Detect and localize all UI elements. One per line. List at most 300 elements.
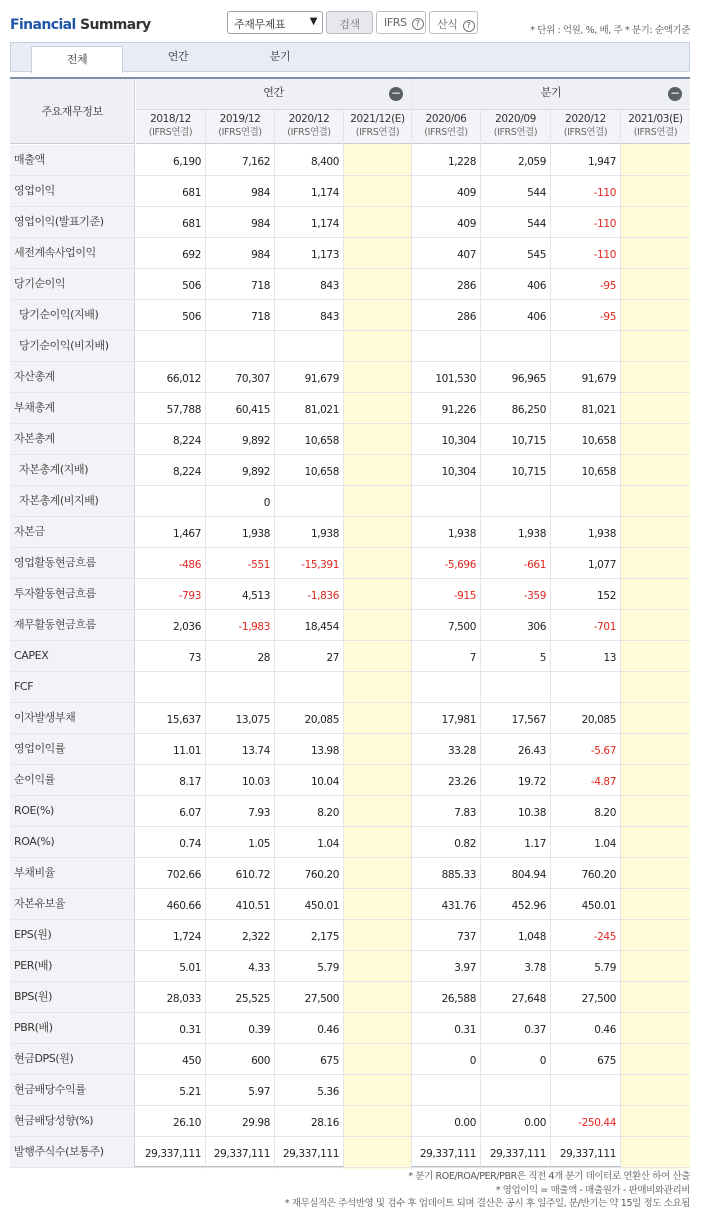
table-cell: 81,021 xyxy=(581,404,616,416)
table-row xyxy=(10,889,690,920)
table-cell: 1,048 xyxy=(517,931,546,943)
table-cell xyxy=(621,765,690,795)
table-cell xyxy=(621,393,690,423)
table-cell: 73 xyxy=(188,652,201,664)
table-cell: 8,224 xyxy=(172,466,201,478)
table-cell: 20,085 xyxy=(304,714,339,726)
table-cell: 0.31 xyxy=(454,1024,476,1036)
row-label: 자본총계(비지배) xyxy=(10,486,135,516)
table-cell: 86,250 xyxy=(511,404,546,416)
column-divider xyxy=(343,110,344,1169)
row-label: PBR(배) xyxy=(10,1013,135,1043)
table-cell xyxy=(344,424,411,454)
row-label: 당기순이익(비지배) xyxy=(10,331,135,361)
tab-annual[interactable]: 연간 xyxy=(167,50,189,63)
table-cell: 70,307 xyxy=(235,373,270,385)
table-row xyxy=(10,1075,690,1106)
table-cell xyxy=(344,393,411,423)
table-cell: -250.44 xyxy=(578,1117,616,1129)
table-cell: -15,391 xyxy=(301,559,339,571)
table-cell: 19.72 xyxy=(517,776,546,788)
table-cell xyxy=(344,1044,411,1074)
table-cell: 27,500 xyxy=(304,993,339,1005)
table-cell: 5.36 xyxy=(317,1086,339,1098)
table-cell: 91,679 xyxy=(581,373,616,385)
table-cell xyxy=(551,672,620,702)
table-cell xyxy=(344,331,411,361)
table-cell: 26,588 xyxy=(441,993,476,1005)
ifrs-label: IFRS xyxy=(384,16,407,29)
table-cell: 10.04 xyxy=(310,776,339,788)
table-cell: 10.03 xyxy=(241,776,270,788)
table-cell xyxy=(551,486,620,516)
table-cell: 0.46 xyxy=(594,1024,616,1036)
table-cell: -359 xyxy=(523,590,546,602)
row-label: 자산총계 xyxy=(10,362,135,392)
table-cell xyxy=(344,362,411,392)
table-row xyxy=(10,672,690,703)
table-cell xyxy=(621,734,690,764)
table-cell: 17,981 xyxy=(441,714,476,726)
table-cell xyxy=(344,486,411,516)
statement-select-value: 주재무제표 xyxy=(234,18,286,31)
table-cell: 29,337,111 xyxy=(282,1148,339,1160)
table-cell: 28 xyxy=(257,652,270,664)
page-title xyxy=(10,17,150,33)
table-cell xyxy=(344,548,411,578)
table-cell xyxy=(621,424,690,454)
column-header xyxy=(344,110,411,144)
table-cell: 10,304 xyxy=(441,466,476,478)
row-label: 자본금 xyxy=(10,517,135,547)
column-period: 2020/06 xyxy=(425,113,467,125)
column-basis: (IFRS연결) xyxy=(424,127,468,138)
table-cell xyxy=(621,579,690,609)
table-cell: 610.72 xyxy=(235,869,270,881)
table-cell: 1,228 xyxy=(447,156,476,168)
search-button[interactable]: 검색 xyxy=(326,11,373,34)
table-cell: 2,175 xyxy=(310,931,339,943)
table-cell xyxy=(344,889,411,919)
table-cell: 0.31 xyxy=(179,1024,201,1036)
table-cell: 13 xyxy=(603,652,616,664)
table-cell xyxy=(621,300,690,330)
table-cell: 410.51 xyxy=(235,900,270,912)
ifrs-help-button[interactable] xyxy=(376,11,426,34)
table-cell: 152 xyxy=(597,590,616,602)
table-cell: 0 xyxy=(539,1055,546,1067)
table-cell xyxy=(621,858,690,888)
row-label: PER(배) xyxy=(10,951,135,981)
help-icon: ? xyxy=(412,18,424,30)
table-cell: 675 xyxy=(597,1055,616,1067)
column-period: 2018/12 xyxy=(150,113,191,125)
tab-all[interactable]: 전체 xyxy=(31,46,123,73)
table-cell: -1,983 xyxy=(238,621,270,633)
table-row xyxy=(10,362,690,393)
table-cell: 0.46 xyxy=(317,1024,339,1036)
footer-notes xyxy=(285,1170,690,1211)
table-row xyxy=(10,269,690,300)
row-label: 이자발생부채 xyxy=(10,703,135,733)
table-cell: -701 xyxy=(593,621,616,633)
table-cell: 15,637 xyxy=(166,714,201,726)
column-period: 2021/12(E) xyxy=(350,113,405,125)
table-cell: 7 xyxy=(469,652,476,664)
table-cell: 407 xyxy=(457,249,476,261)
row-label: 투자활동현금흐름 xyxy=(10,579,135,609)
table-cell xyxy=(344,858,411,888)
table-cell: 4,513 xyxy=(241,590,270,602)
table-cell: -110 xyxy=(593,249,616,261)
table-cell: 0 xyxy=(469,1055,476,1067)
table-cell: 885.33 xyxy=(441,869,476,881)
table-cell xyxy=(275,672,343,702)
row-label: EPS(원) xyxy=(10,920,135,950)
table-cell xyxy=(344,1075,411,1105)
statement-type-select[interactable] xyxy=(227,11,323,34)
row-label: ROE(%) xyxy=(10,796,135,826)
row-label: CAPEX xyxy=(10,641,135,671)
collapse-annual-icon[interactable]: − xyxy=(390,86,402,100)
table-cell: 10,658 xyxy=(304,466,339,478)
table-cell: 25,525 xyxy=(235,993,270,1005)
table-cell: -5.67 xyxy=(590,745,616,757)
column-basis: (IFRS연결) xyxy=(218,127,262,138)
column-header xyxy=(412,110,480,144)
table-cell: 4.33 xyxy=(248,962,270,974)
table-cell: -486 xyxy=(178,559,201,571)
table-cell xyxy=(621,269,690,299)
table-cell xyxy=(621,610,690,640)
row-label: 영업이익(발표기준) xyxy=(10,207,135,237)
table-cell: 91,679 xyxy=(304,373,339,385)
table-cell: 1,938 xyxy=(241,528,270,540)
table-cell xyxy=(621,889,690,919)
table-cell: 8,224 xyxy=(172,435,201,447)
table-cell: 450.01 xyxy=(304,900,339,912)
table-cell: 13.98 xyxy=(310,745,339,757)
table-cell: 13,075 xyxy=(235,714,270,726)
table-cell xyxy=(344,610,411,640)
row-label: 발행주식수(보통주) xyxy=(10,1137,135,1167)
column-divider xyxy=(620,110,621,1169)
table-cell: 675 xyxy=(320,1055,339,1067)
table-cell: -793 xyxy=(178,590,201,602)
row-label: BPS(원) xyxy=(10,982,135,1012)
table-cell: 1.04 xyxy=(317,838,339,850)
table-cell xyxy=(344,703,411,733)
top-bar xyxy=(0,0,701,42)
table-cell: 1,077 xyxy=(587,559,616,571)
table-row xyxy=(10,610,690,641)
column-period: 2020/12 xyxy=(565,113,606,125)
column-period: 2020/12 xyxy=(288,113,330,125)
table-cell: 1,724 xyxy=(172,931,201,943)
table-cell xyxy=(206,331,274,361)
table-cell: 27,500 xyxy=(581,993,616,1005)
table-cell xyxy=(344,951,411,981)
table-cell: 1,174 xyxy=(310,187,339,199)
table-cell xyxy=(621,1044,690,1074)
annual-group-header xyxy=(136,79,411,110)
table-cell: 3.97 xyxy=(454,962,476,974)
table-cell xyxy=(275,486,343,516)
table-cell: 7.83 xyxy=(454,807,476,819)
row-label: 영업이익률 xyxy=(10,734,135,764)
row-label: 현금배당수익률 xyxy=(10,1075,135,1105)
footnote: * 분기 ROE/ROA/PER/PBR은 직전 4개 분기 데이터로 연환산 하여 산출 xyxy=(408,1171,690,1182)
table-cell: 81,021 xyxy=(304,404,339,416)
table-cell: 409 xyxy=(457,218,476,230)
table-cell xyxy=(621,1075,690,1105)
table-cell: 506 xyxy=(182,311,201,323)
table-cell: 1,938 xyxy=(517,528,546,540)
column-period: 2021/03(E) xyxy=(628,113,683,125)
table-cell: 8.20 xyxy=(594,807,616,819)
table-cell xyxy=(621,827,690,857)
table-cell: -110 xyxy=(593,218,616,230)
table-cell xyxy=(621,1137,690,1167)
table-cell: 10,715 xyxy=(511,435,546,447)
table-cell: 843 xyxy=(320,311,339,323)
table-cell xyxy=(621,207,690,237)
table-cell xyxy=(621,331,690,361)
table-cell xyxy=(621,796,690,826)
table-cell: 0.82 xyxy=(454,838,476,850)
table-cell: 0.37 xyxy=(524,1024,546,1036)
table-cell xyxy=(481,672,550,702)
tab-quarterly[interactable]: 분기 xyxy=(269,50,291,63)
column-basis: (IFRS연결) xyxy=(355,127,400,138)
table-cell: 1,938 xyxy=(310,528,339,540)
column-basis: (IFRS연결) xyxy=(287,127,331,138)
table-cell: 3.78 xyxy=(524,962,546,974)
table-cell: 6.07 xyxy=(179,807,201,819)
table-row xyxy=(10,331,690,362)
table-cell xyxy=(344,207,411,237)
table-cell xyxy=(412,672,480,702)
table-cell: 1,947 xyxy=(587,156,616,168)
row-label: 당기순이익 xyxy=(10,269,135,299)
table-row xyxy=(10,1137,690,1168)
table-cell xyxy=(344,517,411,547)
table-cell: -5,696 xyxy=(444,559,476,571)
table-row xyxy=(10,982,690,1013)
table-cell xyxy=(621,238,690,268)
row-label: 현금배당성향(%) xyxy=(10,1106,135,1136)
table-cell xyxy=(275,331,343,361)
table-cell: 57,788 xyxy=(166,404,201,416)
row-label: 당기순이익(지배) xyxy=(10,300,135,330)
table-row xyxy=(10,951,690,982)
column-basis: (IFRS연결) xyxy=(493,127,538,138)
financial-summary-table xyxy=(10,77,690,1167)
table-cell: 1.05 xyxy=(248,838,270,850)
table-cell: 544 xyxy=(527,218,546,230)
table-cell: 450.01 xyxy=(581,900,616,912)
table-row xyxy=(10,238,690,269)
table-cell: 1,173 xyxy=(310,249,339,261)
table-cell: 10,658 xyxy=(304,435,339,447)
table-cell xyxy=(621,641,690,671)
row-label: FCF xyxy=(10,672,135,702)
table-row xyxy=(10,1106,690,1137)
table-cell: 681 xyxy=(182,187,201,199)
formula-help-button[interactable] xyxy=(429,11,478,34)
table-cell: 33.28 xyxy=(447,745,476,757)
table-cell: 1,938 xyxy=(447,528,476,540)
quarter-group-label: 분기 xyxy=(540,86,562,99)
table-cell: 29.98 xyxy=(241,1117,270,1129)
unit-note: * 단위 : 억원, %, 배, 주 * 분기: 순액기준 xyxy=(530,25,690,36)
column-divider xyxy=(205,110,206,1169)
table-cell xyxy=(481,331,550,361)
table-cell: 406 xyxy=(527,280,546,292)
row-label: 자본총계 xyxy=(10,424,135,454)
table-row xyxy=(10,796,690,827)
table-cell xyxy=(551,331,620,361)
table-cell: 506 xyxy=(182,280,201,292)
row-label: 자본유보율 xyxy=(10,889,135,919)
table-cell: 1.04 xyxy=(594,838,616,850)
table-cell: 2,322 xyxy=(241,931,270,943)
table-cell: 5.79 xyxy=(317,962,339,974)
table-cell: 60,415 xyxy=(235,404,270,416)
row-label: 재무활동현금흐름 xyxy=(10,610,135,640)
table-cell: 2,036 xyxy=(172,621,201,633)
table-cell: 544 xyxy=(527,187,546,199)
table-row xyxy=(10,300,690,331)
table-cell: -551 xyxy=(247,559,270,571)
column-header xyxy=(206,110,274,144)
table-cell: 7,162 xyxy=(241,156,270,168)
column-period: 2019/12 xyxy=(219,113,261,125)
table-cell xyxy=(344,300,411,330)
table-row xyxy=(10,765,690,796)
table-cell xyxy=(481,486,550,516)
period-tabs xyxy=(10,42,690,72)
table-row xyxy=(10,455,690,486)
table-cell: 18,454 xyxy=(304,621,339,633)
row-label: ROA(%) xyxy=(10,827,135,857)
table-cell: -245 xyxy=(593,931,616,943)
table-cell xyxy=(412,486,480,516)
table-cell xyxy=(344,238,411,268)
table-cell xyxy=(344,796,411,826)
table-cell: 450 xyxy=(182,1055,201,1067)
table-row xyxy=(10,486,690,517)
row-label: 세전계속사업이익 xyxy=(10,238,135,268)
table-cell xyxy=(344,455,411,485)
table-row xyxy=(10,641,690,672)
chevron-down-icon: ▼ xyxy=(309,16,317,27)
table-cell: 10,658 xyxy=(581,435,616,447)
table-cell: 11.01 xyxy=(172,745,201,757)
corner-header: 주요재무정보 xyxy=(10,79,135,144)
column-divider xyxy=(411,79,412,1169)
table-cell: 843 xyxy=(320,280,339,292)
table-cell xyxy=(621,920,690,950)
table-cell xyxy=(621,672,690,702)
table-cell xyxy=(621,145,690,175)
table-cell: 718 xyxy=(251,311,270,323)
table-cell: 10,715 xyxy=(511,466,546,478)
table-row xyxy=(10,517,690,548)
row-label: 영업이익 xyxy=(10,176,135,206)
table-cell xyxy=(136,486,205,516)
row-label: 자본총계(지배) xyxy=(10,455,135,485)
table-cell: 702.66 xyxy=(166,869,201,881)
table-cell xyxy=(481,1075,550,1105)
table-cell xyxy=(621,1106,690,1136)
column-basis: (IFRS연결) xyxy=(148,127,193,138)
table-cell: 9,892 xyxy=(241,466,270,478)
table-cell: 0.39 xyxy=(248,1024,270,1036)
table-cell xyxy=(621,1013,690,1043)
table-cell: 27,648 xyxy=(511,993,546,1005)
table-cell: 1,938 xyxy=(587,528,616,540)
table-cell: 460.66 xyxy=(166,900,201,912)
table-cell: 600 xyxy=(251,1055,270,1067)
footnote: * 영업이익 = 매출액 - 매출원가 - 판매비와관리비 xyxy=(495,1184,690,1196)
table-cell: 27 xyxy=(326,652,339,664)
quarter-group-header xyxy=(412,79,690,110)
column-divider xyxy=(274,110,275,1169)
table-cell: 984 xyxy=(251,218,270,230)
table-cell: 6,190 xyxy=(172,156,201,168)
table-cell xyxy=(344,672,411,702)
annual-group-label: 연간 xyxy=(263,86,284,99)
table-cell: 66,012 xyxy=(166,373,201,385)
row-label: 영업활동현금흐름 xyxy=(10,548,135,578)
column-period: 2020/09 xyxy=(495,113,536,125)
table-cell: 984 xyxy=(251,249,270,261)
table-row xyxy=(10,1013,690,1044)
table-cell xyxy=(621,548,690,578)
title-financial: Financial xyxy=(10,17,76,33)
table-cell: -95 xyxy=(600,280,616,292)
table-cell xyxy=(344,765,411,795)
table-cell xyxy=(344,1013,411,1043)
row-label: 순이익률 xyxy=(10,765,135,795)
table-cell xyxy=(344,176,411,206)
column-header xyxy=(136,110,205,144)
table-row xyxy=(10,703,690,734)
table-cell xyxy=(136,331,205,361)
table-cell xyxy=(621,703,690,733)
column-header xyxy=(621,110,690,144)
collapse-quarter-icon[interactable]: − xyxy=(669,86,681,100)
table-cell: 718 xyxy=(251,280,270,292)
table-cell: 29,337,111 xyxy=(213,1148,270,1160)
table-cell xyxy=(344,920,411,950)
table-row xyxy=(10,827,690,858)
table-cell: -661 xyxy=(523,559,546,571)
table-cell: 0 xyxy=(263,497,270,509)
table-cell: 5.97 xyxy=(248,1086,270,1098)
table-cell: 7,500 xyxy=(447,621,476,633)
table-cell xyxy=(344,1137,411,1167)
table-cell: 29,337,111 xyxy=(419,1148,476,1160)
column-divider xyxy=(550,110,551,1169)
table-cell: 1.17 xyxy=(524,838,546,850)
table-row xyxy=(10,424,690,455)
table-cell: 286 xyxy=(457,311,476,323)
table-cell: 8,400 xyxy=(310,156,339,168)
table-cell: 760.20 xyxy=(581,869,616,881)
table-cell: 10,304 xyxy=(441,435,476,447)
